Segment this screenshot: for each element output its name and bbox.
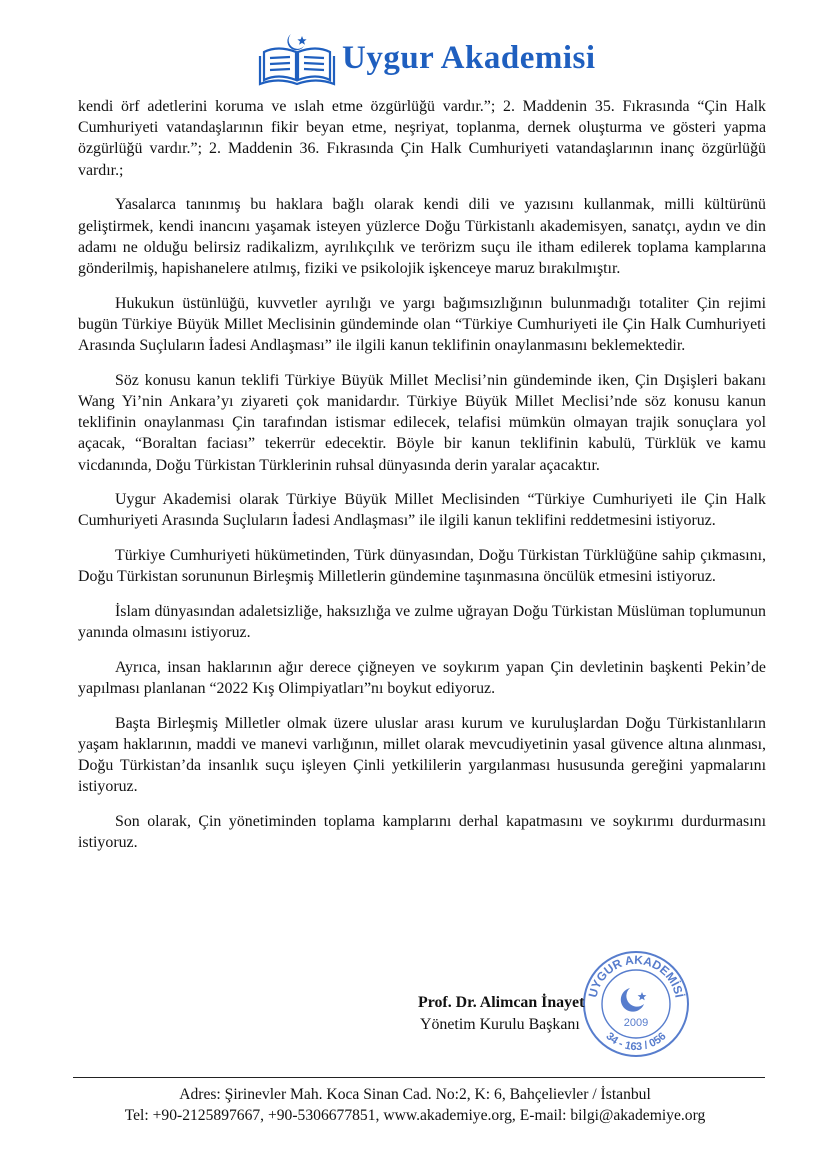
paragraph-1: kendi örf adetlerini koruma ve ıslah etme özgürlüğü vardır.”; 2. Maddenin 35. Fıkrasında “Çin Halk Cumhuriyeti vatandaşlarının fikir beyan etme, neşriyat, toplanma, dernek oluşturma ve gösteri yapma özgürlüğü vardır.”; 2. Maddenin 36. Fıkrasında Çin Halk Cumhuriyeti vatandaşlarının inanç özgürlüğü vardır.; [78,98,766,179]
paragraph-2: Yasalarca tanınmış bu haklara bağlı olarak kendi dili ve yazısını kullanmak, milli kültürünü geliştirmek, kendi inancını yaşamak isteyen yüzlerce Doğu Türkistanlı akademisyen, sanatçı, aydın ve din adamı ne olduğu belirsiz radikalizm, ayrılıkçılık ve terörizm suçu ile itham edilerek toplama kamplarına gönderilmiş, hapishanelere atılmış, fiziki ve psikolojik işkenceye maruz bırakılmıştır. [78,196,766,277]
paragraph-3: Hukukun üstünlüğü, kuvvetler ayrılığı ve yargı bağımsızlığının bulunmadığı totaliter Çin rejimi bugün Türkiye Büyük Millet Meclisinin gündeminde olan “Türkiye Cumhuriyeti ile Çin Halk Cumhuriyeti Arasında Suçluların İadesi Andlaşması” ile ilgili kanun teklifinin onaylanmasını beklemektedir. [78,294,766,355]
footer-divider [73,1077,765,1078]
letterhead [258,30,678,90]
paragraph-8: Ayrıca, insan haklarının ağır derece çiğneyen ve soykırım yapan Çin devletinin başkenti Pekin’de yapılması planlanan “2022 Kış Olimpiyatları”nı boykut ediyoruz. [78,658,766,698]
stamp-year: 2009 [623,1017,649,1029]
paragraph-9: Başta Birleşmiş Milletler olmak üzere uluslar arası kurum ve kuruluşlardan Doğu Türkistanlıların yaşam haklarının, maddi ve manevi varlığının, millet olarak mevcudiyetinin yasal güvence altına alınması, Doğu Türkistan’da insanlık suçu işleyen Çinli yetkililerin yargılanması hususunda gereğini yapmalarını istiyoruz. [78,714,766,796]
footer [60,1084,770,1126]
svg-text:UYGUR AKADEMİSİ: UYGUR AKADEMİSİ [585,952,687,999]
paragraph-7: İslam dünyasından adaletsizliğe, haksızlığa ve zulme uğrayan Doğu Türkistan Müslüman toplumunun yanında olmasını istiyoruz. [78,603,766,642]
signature-block [418,992,648,1036]
open-book-crescent-star-logo [258,30,336,86]
signatory-title: Yönetim Kurulu Başkanı [420,1016,580,1033]
footer-contact: Tel: +90-2125897667, +90-5306677851, www.akademiye.org, E-mail: bilgi@akademiye.org [124,1107,706,1124]
paragraph-5: Uygur Akademisi olarak Türkiye Büyük Millet Meclisinden “Türkiye Cumhuriyeti ile Çin Halk Cumhuriyeti Arasında Suçluların İadesi Andlaşması” ile ilgili kanun teklifini reddetmesini istiyoruz. [78,491,766,530]
paragraph-4: Söz konusu kanun teklifi Türkiye Büyük Millet Meclisi’nin gündeminde iken, Çin Dışişleri bakanı Wang Yi’nin Ankara’yı ziyareti çok manidardır. Türkiye Büyük Millet Meclisi’nde söz konusu kanun teklifinin onaylanması Çin tarafından istismar edilecek, telafisi mümkün olmayan trajik sonuçlara yol açacak, “Boraltan faciası” tekerrür edecektir. Böyle bir kanun teklifinin kabulü, Türklük ve kamu vicdanında, Doğu Türkistan Türklerinin ruhsal dünyasında derin yaralar açacaktır. [78,371,766,474]
paragraph-10: Son olarak, Çin yönetiminden toplama kamplarını derhal kapatmasını ve soykırımı durdurmasını istiyoruz. [78,813,766,852]
organization-name: Uygur Akademisi [342,40,596,76]
paragraph-6: Türkiye Cumhuriyeti hükümetinden, Türk dünyasından, Doğu Türkistan Türklüğüne sahip çıkmasını, Doğu Türkistan sorununun Birleşmiş Milletlerin gündemine taşınmasına öncülük etmesini istiyoruz. [78,547,766,586]
letter-body [78,96,766,867]
signatory-name: Prof. Dr. Alimcan İnayet [418,994,585,1011]
svg-text:34 - 163 / 056: 34 - 163 / 056 [603,1030,669,1054]
footer-address: Adres: Şirinevler Mah. Koca Sinan Cad. No:2, K: 6, Bahçelievler / İstanbul [179,1086,651,1103]
